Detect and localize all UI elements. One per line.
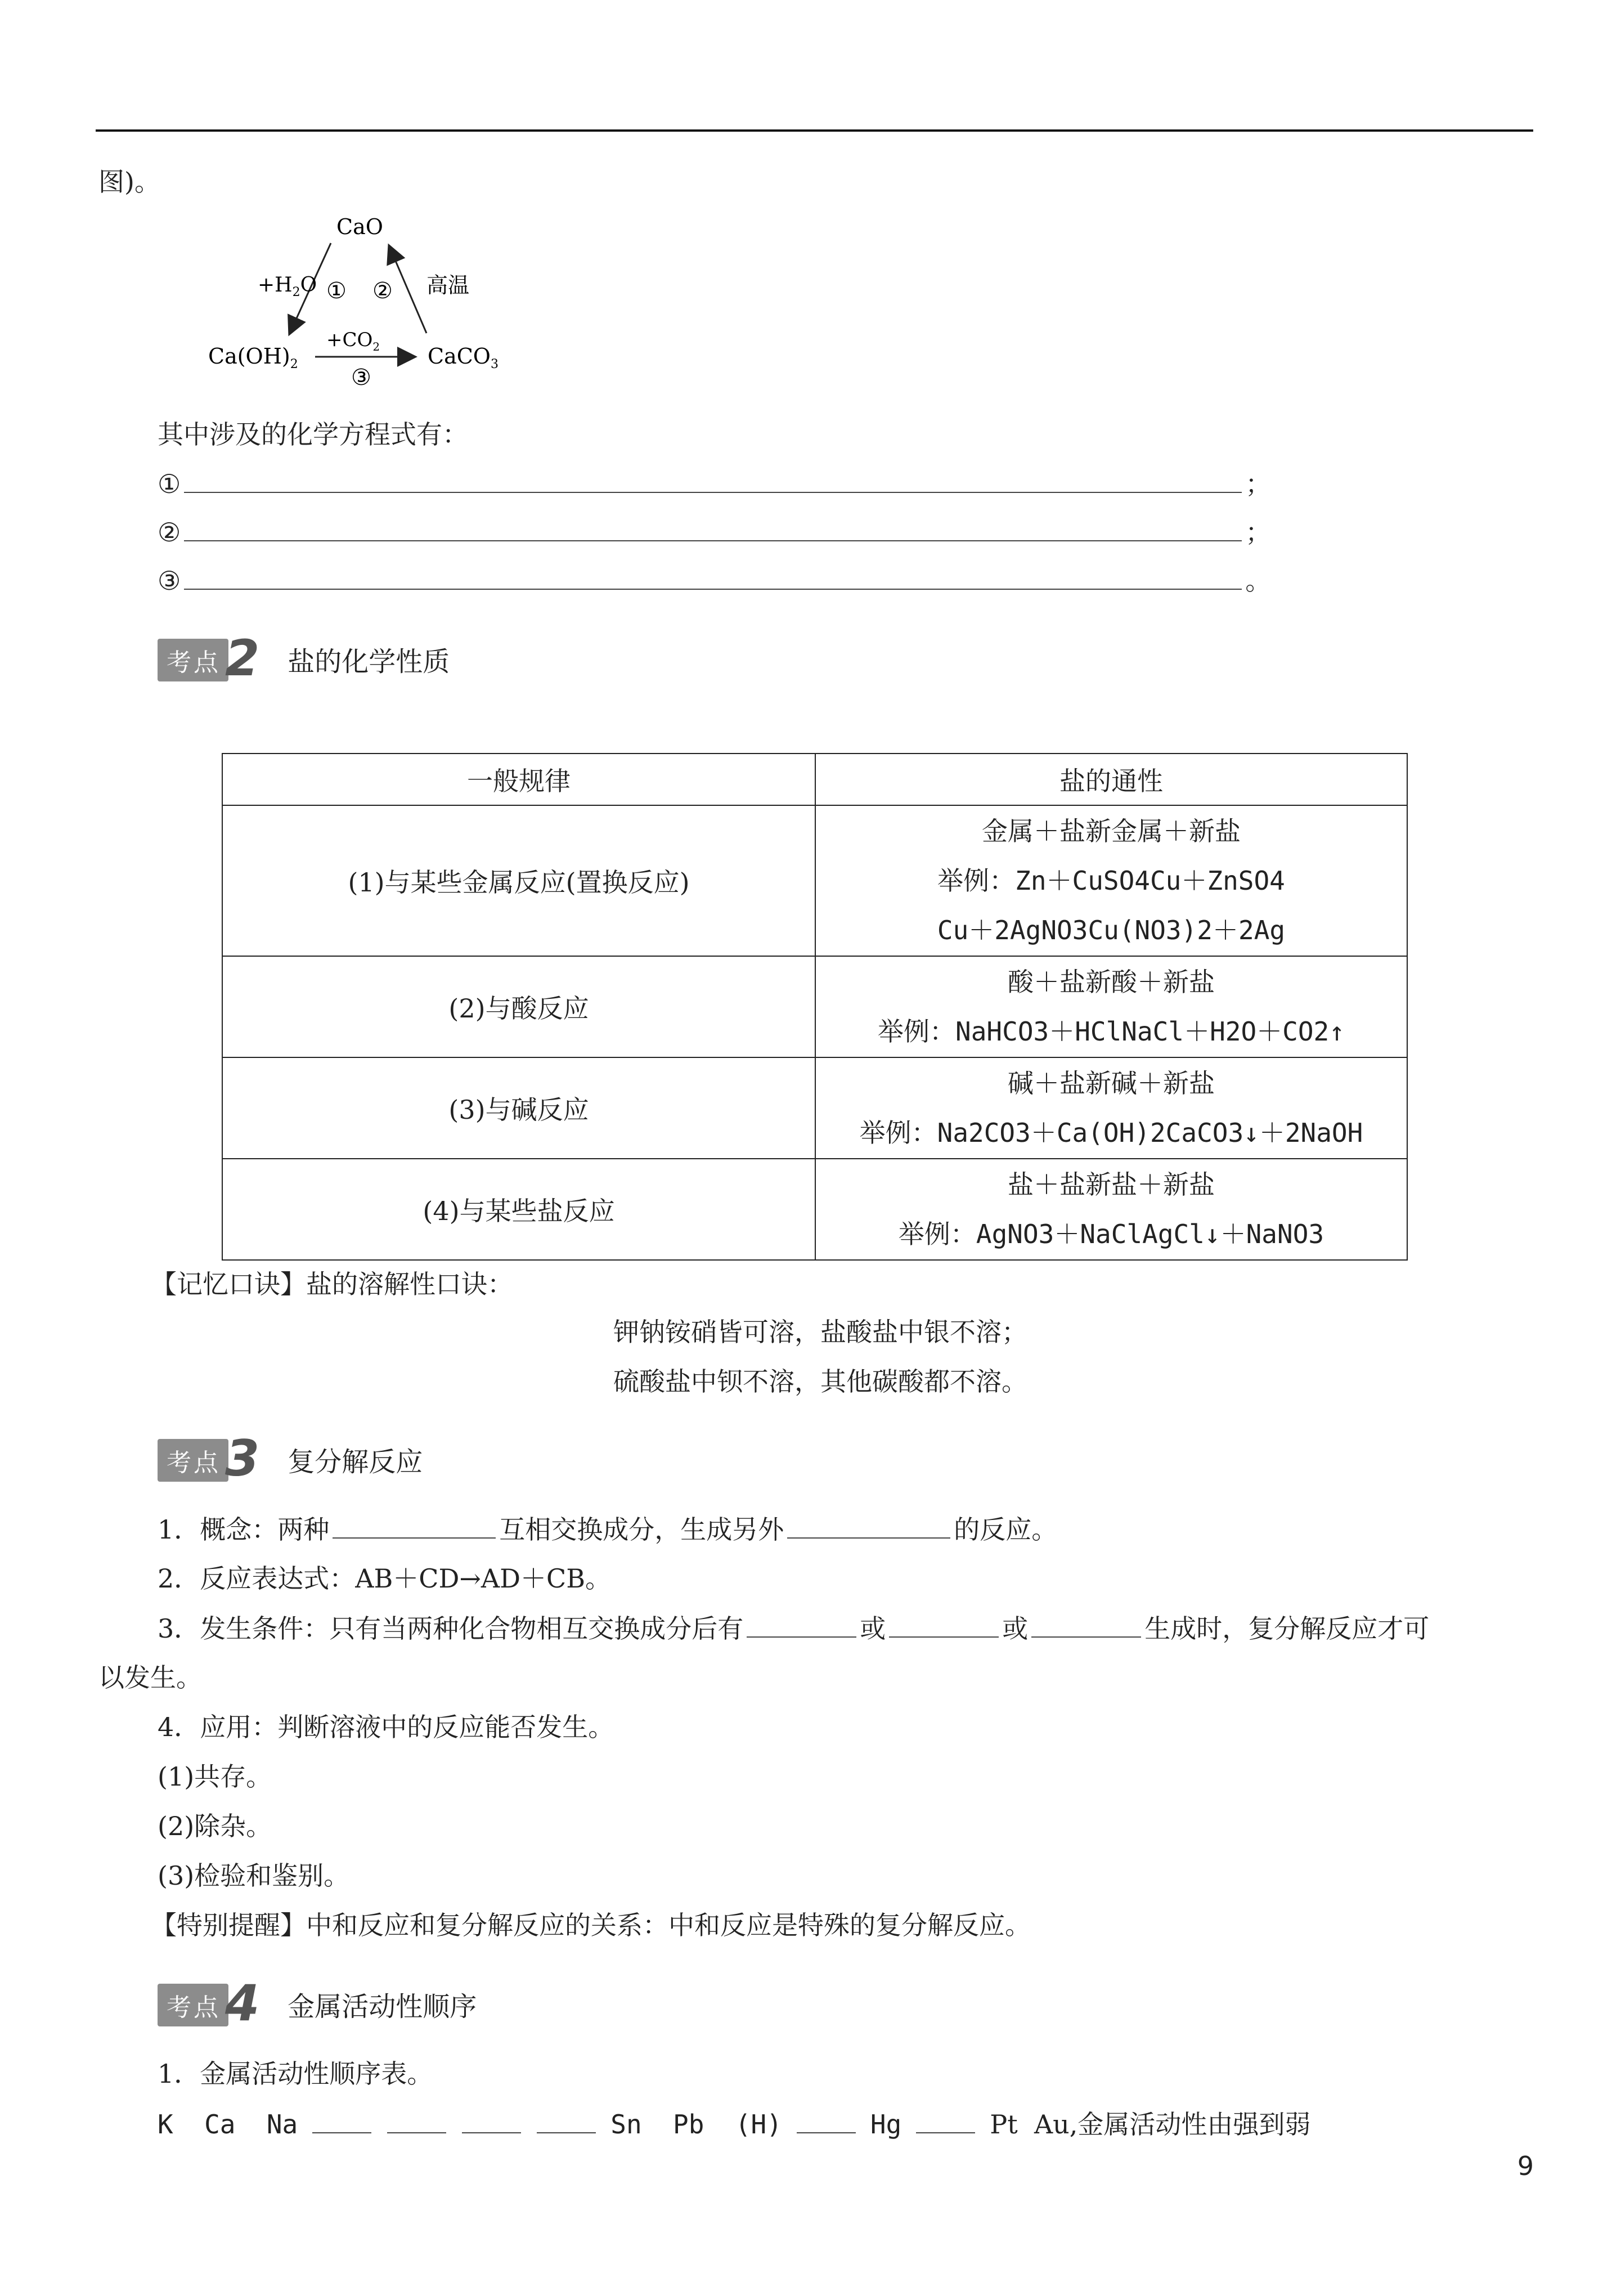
- section-title: 复分解反应: [288, 1446, 423, 1478]
- section-4-heading: [158, 1974, 477, 2032]
- mnemonic-line: 硫酸盐中钡不溶，其他碳酸都不溶。: [613, 1366, 1027, 1397]
- step2-marker: ②: [372, 278, 393, 304]
- answer-blank[interactable]: [1031, 1613, 1141, 1638]
- intro-fragment: 图)。: [98, 167, 160, 197]
- answer-blank[interactable]: [333, 1514, 496, 1539]
- application-line: 4．应用：判断溶液中的反应能否发生。: [158, 1712, 614, 1742]
- section-number: 4: [225, 1974, 260, 2032]
- activity-title: 1．金属活动性顺序表。: [158, 2059, 433, 2089]
- answer-blank[interactable]: [747, 1613, 856, 1638]
- step3-marker: ③: [351, 365, 371, 391]
- equation-line-1: ① ；: [158, 469, 1272, 499]
- equation-line-3: ③ 。: [158, 566, 1272, 596]
- mnemonic-line: 钾钠铵硝皆可溶，盐酸盐中银不溶；: [613, 1317, 1027, 1347]
- section-number: 2: [225, 629, 260, 687]
- concept-line: 1．概念：两种 互相交换成分，生成另外 的反应。: [158, 1514, 1058, 1545]
- section-title: 盐的化学性质: [288, 646, 450, 678]
- memory-tip: 【记忆口诀】盐的溶解性口诀：: [151, 1269, 513, 1299]
- condition-line-2: 以发生。: [98, 1662, 202, 1693]
- rule-cell: (4)与某些盐反应: [222, 1159, 815, 1260]
- application-item: (1)共存。: [158, 1761, 272, 1792]
- section-3-heading: [158, 1429, 423, 1487]
- answer-blank[interactable]: [462, 2109, 521, 2133]
- expression-line: 2．反应表达式：AB＋CD→AD＋CB。: [158, 1563, 612, 1594]
- table-row: [222, 805, 1407, 956]
- application-item: (3)检验和鉴别。: [158, 1860, 350, 1891]
- caoh2-label: $Ca(OH)_2$: [208, 344, 298, 371]
- section-badge: 考点: [158, 639, 228, 681]
- h2o-label: $+H_2O$: [258, 273, 317, 299]
- column-header: 盐的通性: [815, 754, 1407, 805]
- equations-intro: 其中涉及的化学方程式有：: [158, 419, 468, 450]
- rule-cell: (3)与碱反应: [222, 1057, 815, 1159]
- section-2-heading: [158, 629, 450, 687]
- co2-label: $+CO_2$: [326, 329, 380, 353]
- arrow-caco3-to-cao: [389, 246, 426, 333]
- answer-blank[interactable]: [787, 1514, 950, 1539]
- property-cell: 金属＋盐新金属＋新盐 举例：Zn＋CuSO4Cu＋ZnSO4 Cu＋2AgNO3Cu(NO3)2＋2Ag: [815, 805, 1407, 956]
- salt-properties-table: [222, 753, 1408, 1261]
- section-badge: 考点: [158, 1439, 228, 1482]
- rule-cell: (2)与酸反应: [222, 956, 815, 1057]
- answer-blank[interactable]: [537, 2109, 596, 2133]
- answer-blank[interactable]: [184, 565, 1242, 590]
- section-number: 3: [225, 1429, 260, 1487]
- cao-label: CaO: [336, 214, 383, 239]
- high-temp-label: 高温: [426, 273, 470, 298]
- activity-series: K Ca Na Sn Pb (H) Hg Pt Au,金属活动性由强到弱: [158, 2109, 1311, 2140]
- answer-blank[interactable]: [797, 2109, 856, 2133]
- header-rule: [96, 129, 1533, 132]
- table-header-row: [222, 754, 1407, 805]
- table-row: [222, 1057, 1407, 1159]
- calcium-cycle-diagram: [208, 214, 523, 394]
- property-cell: 碱＋盐新碱＋新盐 举例：Na2CO3＋Ca(OH)2CaCO3↓＋2NaOH: [815, 1057, 1407, 1159]
- section-title: 金属活动性顺序: [288, 1991, 477, 2023]
- property-cell: 盐＋盐新盐＋新盐 举例：AgNO3＋NaClAgCl↓＋NaNO3: [815, 1159, 1407, 1260]
- column-header: 一般规律: [222, 754, 815, 805]
- special-note: 【特别提醒】中和反应和复分解反应的关系：中和反应是特殊的复分解反应。: [151, 1910, 1031, 1940]
- answer-blank[interactable]: [184, 468, 1242, 493]
- section-badge: 考点: [158, 1984, 228, 2026]
- rule-cell: (1)与某些金属反应(置换反应): [222, 805, 815, 956]
- condition-line: 3．发生条件：只有当两种化合物相互交换成分后有 或 或 生成时，复分解反应才可: [158, 1613, 1430, 1644]
- application-item: (2)除杂。: [158, 1811, 272, 1841]
- property-cell: 酸＋盐新酸＋新盐 举例：NaHCO3＋HClNaCl＋H2O＋CO2↑: [815, 956, 1407, 1057]
- table-row: [222, 1159, 1407, 1260]
- page-number: 9: [1517, 2151, 1534, 2181]
- equation-line-2: ② ；: [158, 517, 1272, 548]
- answer-blank[interactable]: [387, 2109, 446, 2133]
- answer-blank[interactable]: [916, 2109, 975, 2133]
- answer-blank[interactable]: [312, 2109, 371, 2133]
- caco3-label: CaCO$_3$: [428, 344, 499, 371]
- answer-blank[interactable]: [184, 517, 1242, 541]
- table-row: [222, 956, 1407, 1057]
- answer-blank[interactable]: [889, 1613, 999, 1638]
- step1-marker: ①: [326, 278, 347, 304]
